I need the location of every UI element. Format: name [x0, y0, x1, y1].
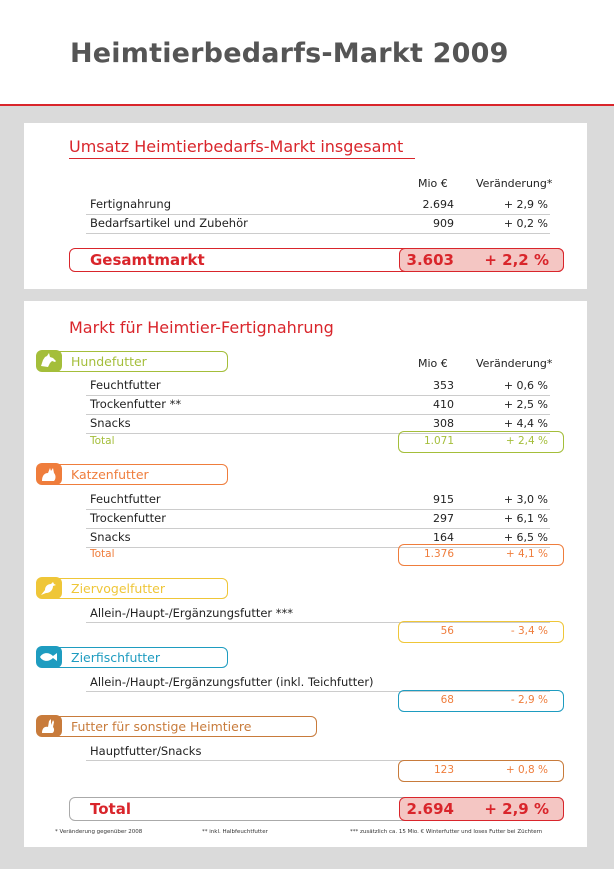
subtotal-change: - 3,4 %	[510, 625, 548, 637]
subtotal-label: Total	[90, 548, 115, 560]
footnote: ** inkl. Halbfeuchtfutter	[202, 829, 268, 835]
row-divider	[86, 233, 550, 234]
row-change: + 2,5 %	[503, 398, 548, 411]
grand-total-value: 3.603	[406, 251, 454, 269]
page-title: Heimtierbedarfs-Markt 2009	[70, 38, 509, 69]
row-divider	[86, 528, 550, 529]
row-label: Snacks	[90, 530, 131, 544]
row-label: Bedarfsartikel und Zubehör	[90, 216, 248, 230]
category-label: Futter für sonstige Heimtiere	[71, 719, 252, 734]
row-label: Feuchtfutter	[90, 492, 161, 506]
section-title-underline	[69, 158, 415, 159]
category-label: Ziervogelfutter	[71, 581, 165, 596]
row-value: 909	[433, 217, 454, 230]
footnote: * Veränderung gegenüber 2008	[55, 829, 143, 835]
row-value: 297	[433, 512, 454, 525]
row-value: 410	[433, 398, 454, 411]
row-label: Hauptfutter/Snacks	[90, 744, 202, 758]
food-total-value: 2.694	[406, 800, 454, 818]
column-header-change: Veränderung*	[476, 357, 553, 370]
subtotal-change: - 2,9 %	[510, 694, 548, 706]
row-label: Allein-/Haupt-/Ergänzungsfutter (inkl. Teichfutter)	[90, 675, 374, 689]
subtotal-value: 56	[440, 625, 454, 637]
row-value: 353	[433, 379, 454, 392]
row-change: + 4,4 %	[503, 417, 548, 430]
section-title: Markt für Heimtier-Fertignahrung	[69, 318, 334, 337]
row-divider	[86, 395, 550, 396]
row-change: + 2,9 %	[503, 198, 548, 211]
footnote: *** zusätzlich ca. 15 Mio. € Winterfutter und loses Futter bei Züchtern	[350, 829, 543, 835]
grand-total-label: Gesamtmarkt	[90, 251, 205, 269]
subtotal-change: + 4,1 %	[505, 548, 548, 560]
bird-icon	[36, 577, 62, 599]
subtotal-value: 1.376	[423, 548, 454, 560]
row-label: Snacks	[90, 416, 131, 430]
row-divider	[86, 509, 550, 510]
row-divider	[86, 414, 550, 415]
column-header-change: Veränderung*	[476, 177, 553, 190]
subtotal-label: Total	[90, 435, 115, 447]
row-change: + 0,2 %	[503, 217, 548, 230]
section-title: Umsatz Heimtierbedarfs-Markt insgesamt	[69, 137, 404, 156]
food-total-label: Total	[90, 800, 131, 818]
cat-icon	[36, 463, 62, 485]
column-header-value: Mio €	[418, 357, 448, 370]
column-header-value: Mio €	[418, 177, 448, 190]
subtotal-change: + 0,8 %	[505, 764, 548, 776]
category-label: Katzenfutter	[71, 467, 149, 482]
row-value: 308	[433, 417, 454, 430]
dog-icon	[36, 350, 62, 372]
subtotal-value: 68	[440, 694, 454, 706]
rabbit-icon	[36, 715, 62, 737]
food-total-change: + 2,9 %	[484, 800, 549, 818]
row-value: 164	[433, 531, 454, 544]
row-value: 915	[433, 493, 454, 506]
row-label: Feuchtfutter	[90, 378, 161, 392]
grand-total-change: + 2,2 %	[484, 251, 549, 269]
row-change: + 0,6 %	[503, 379, 548, 392]
row-label: Allein-/Haupt-/Ergänzungsfutter ***	[90, 606, 294, 620]
row-divider	[86, 214, 550, 215]
row-change: + 3,0 %	[503, 493, 548, 506]
row-label: Fertignahrung	[90, 197, 172, 211]
subtotal-value: 1.071	[423, 435, 454, 447]
category-label: Hundefutter	[71, 354, 147, 369]
subtotal-value: 123	[433, 764, 454, 776]
panel-pet-food	[24, 301, 587, 847]
panel-total-market	[24, 123, 587, 289]
row-change: + 6,5 %	[503, 531, 548, 544]
fish-icon	[36, 646, 62, 668]
row-change: + 6,1 %	[503, 512, 548, 525]
row-label: Trockenfutter **	[90, 397, 182, 411]
row-value: 2.694	[422, 198, 454, 211]
category-label: Zierfischfutter	[71, 650, 161, 665]
subtotal-change: + 2,4 %	[505, 435, 548, 447]
row-label: Trockenfutter	[90, 511, 166, 525]
